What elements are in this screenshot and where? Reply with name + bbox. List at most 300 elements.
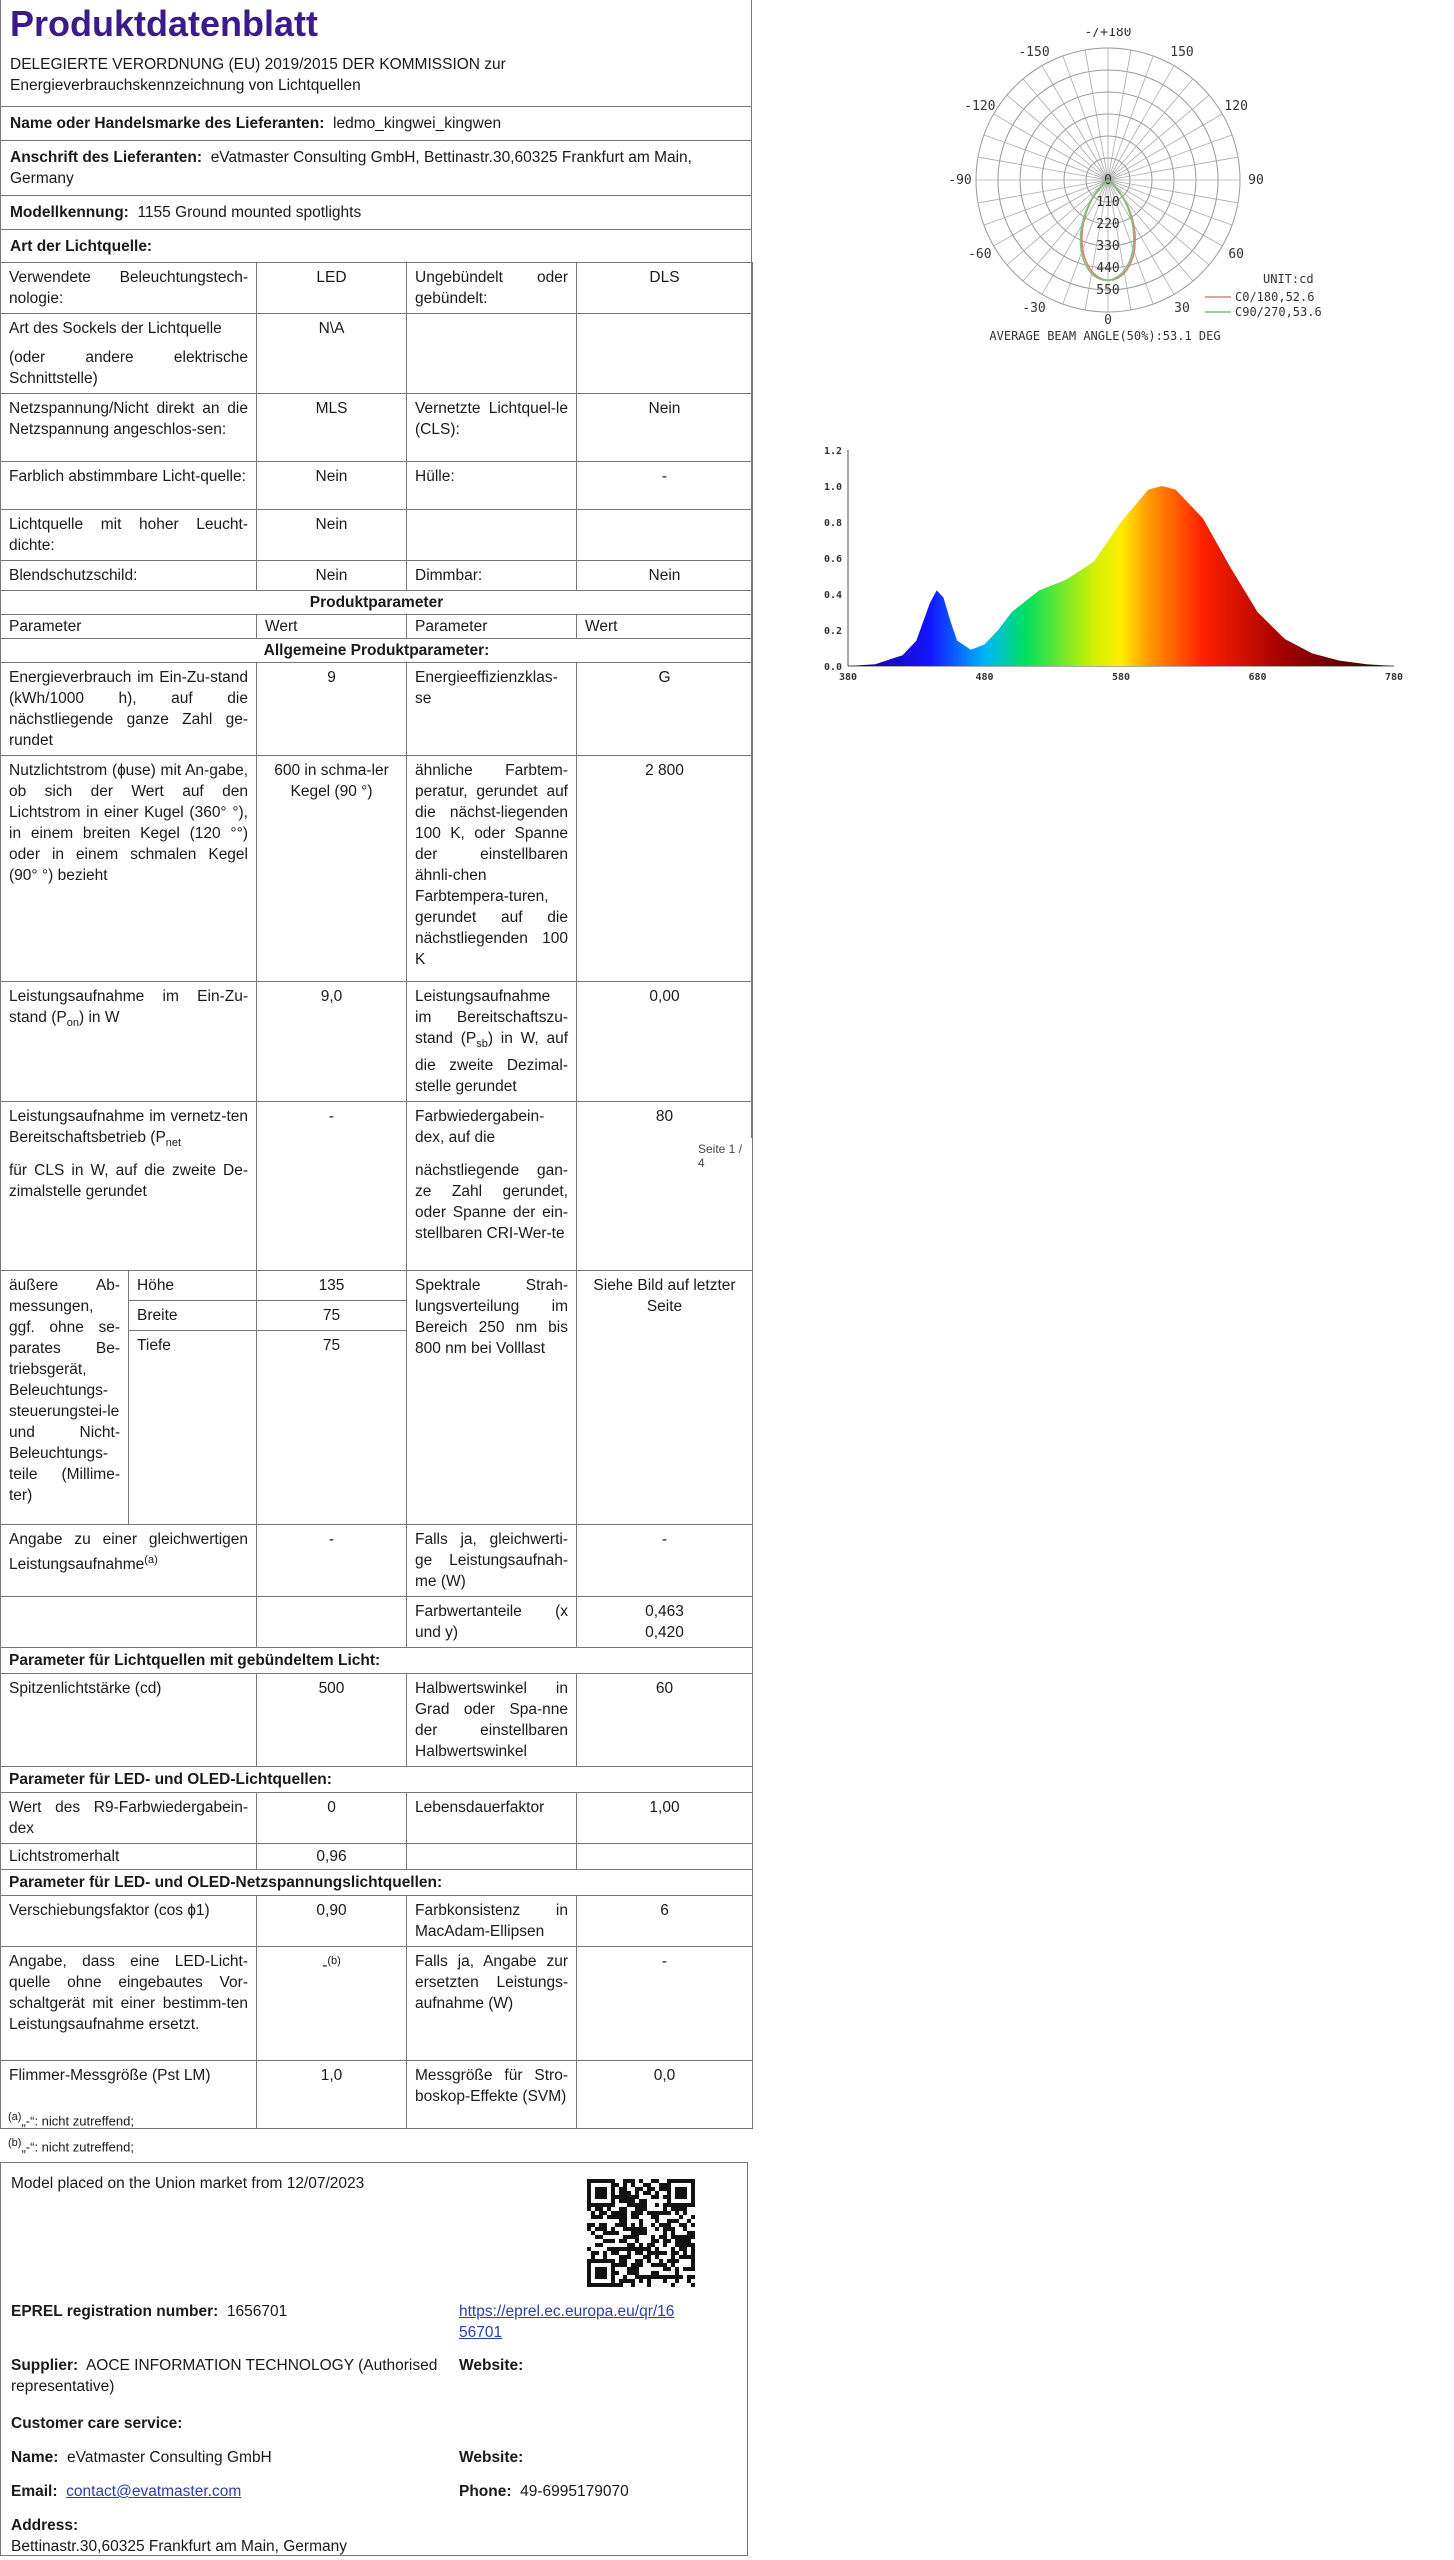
cell-label: Blendschutzschild: — [1, 561, 257, 591]
qr-module — [639, 2223, 643, 2227]
table-row — [1, 1792, 753, 1843]
height-value: 135 — [257, 1270, 407, 1300]
eprel-link-line2: 56701 — [459, 2324, 503, 2341]
care-name — [11, 2447, 272, 2468]
qr-module — [671, 2263, 675, 2267]
qr-module — [623, 2247, 627, 2251]
qr-module — [655, 2227, 659, 2231]
cell-value: 0,90 — [257, 1895, 407, 1946]
qr-module — [683, 2203, 687, 2207]
polar-angle-label: -150 — [1018, 44, 1050, 60]
qr-module — [639, 2279, 643, 2283]
qr-module — [611, 2191, 615, 2195]
qr-module — [643, 2231, 647, 2235]
qr-module — [679, 2187, 683, 2191]
qr-module — [667, 2191, 671, 2195]
qr-module — [643, 2255, 647, 2259]
cell-value: - — [577, 1524, 753, 1596]
qr-module — [675, 2251, 679, 2255]
qr-module — [663, 2183, 667, 2187]
qr-module — [603, 2195, 607, 2199]
qr-module — [683, 2195, 687, 2199]
qr-module — [651, 2215, 655, 2219]
cell-label: Dimmbar: — [407, 561, 577, 591]
qr-module — [591, 2259, 595, 2263]
table-row — [1, 1156, 753, 1270]
qr-module — [619, 2219, 623, 2223]
qr-module — [595, 2203, 599, 2207]
qr-module — [619, 2279, 623, 2283]
y-tick-label: 0.0 — [823, 662, 842, 673]
page-number: Seite 1 / 4 — [698, 1142, 743, 1170]
qr-module — [667, 2183, 671, 2187]
polar-radial-label: 330 — [1096, 239, 1120, 254]
qr-module — [671, 2231, 675, 2235]
qr-module — [595, 2179, 599, 2183]
supplier-name-label: Name oder Handelsmarke des Lieferanten: — [10, 115, 325, 132]
qr-module — [683, 2211, 687, 2215]
table-row — [1, 1524, 753, 1596]
qr-module — [631, 2227, 635, 2231]
qr-module — [635, 2187, 639, 2191]
cell-value: Nein — [577, 394, 753, 462]
qr-module — [679, 2215, 683, 2219]
cell-label — [407, 1843, 577, 1869]
qr-module — [623, 2211, 627, 2215]
care-email — [11, 2481, 241, 2502]
qr-module — [655, 2215, 659, 2219]
qr-module — [615, 2223, 619, 2227]
qr-module — [611, 2267, 615, 2271]
cell-value: LED — [257, 263, 407, 314]
qr-module — [687, 2179, 691, 2183]
y-tick-label: 0.2 — [823, 626, 842, 637]
cell-value: 0,00 — [577, 982, 753, 1102]
qr-module — [611, 2247, 615, 2251]
qr-module — [591, 2211, 595, 2215]
cell-label: Lichtstromerhalt — [1, 1843, 257, 1869]
qr-module — [667, 2227, 671, 2231]
spectral-value: Siehe Bild auf letzter Seite — [577, 1270, 753, 1524]
qr-module — [651, 2211, 655, 2215]
table-row — [1, 1895, 753, 1946]
supplier-name-value: ledmo_kingwei_kingwen — [333, 115, 502, 132]
subtitle-line-1: DELEGIERTE VERORDNUNG (EU) 2019/2015 DER KOMMISSION zur — [10, 56, 506, 73]
qr-module — [639, 2219, 643, 2223]
qr-module — [651, 2271, 655, 2275]
supplier-value: AOCE INFORMATION TECHNOLOGY (Authorised — [85, 2357, 438, 2374]
qr-module — [655, 2239, 659, 2243]
qr-module — [687, 2279, 691, 2283]
product-parameters-heading: Produktparameter — [1, 591, 753, 615]
cell-label: Halbwertswinkel in Grad oder Spa-nne der einstellbaren Halbwertswinkel — [407, 1673, 577, 1766]
qr-module — [587, 2187, 591, 2191]
eprel-reg — [11, 2301, 287, 2322]
model-value: 1155 Ground mounted spotlights — [137, 204, 362, 221]
qr-module — [607, 2215, 611, 2219]
cell-value: 0 — [257, 1792, 407, 1843]
qr-module — [655, 2275, 659, 2279]
depth-label: Tiefe — [129, 1330, 257, 1524]
qr-module — [631, 2195, 635, 2199]
qr-module — [667, 2275, 671, 2279]
qr-module — [635, 2259, 639, 2263]
qr-module — [647, 2183, 651, 2187]
qr-module — [635, 2227, 639, 2231]
cell-value — [577, 1843, 753, 1869]
qr-module — [603, 2267, 607, 2271]
qr-module — [639, 2199, 643, 2203]
width-value: 75 — [257, 1300, 407, 1330]
qr-module — [667, 2179, 671, 2183]
cell-value: Nein — [257, 462, 407, 510]
table-row — [1, 1647, 753, 1673]
qr-module — [667, 2267, 671, 2271]
qr-module — [691, 2179, 695, 2183]
polar-angle-label: 30 — [1174, 301, 1190, 317]
qr-module — [623, 2223, 627, 2227]
qr-module — [615, 2263, 619, 2267]
qr-module — [599, 2203, 603, 2207]
qr-module — [675, 2239, 679, 2243]
column-header: Wert — [577, 615, 753, 639]
qr-module — [611, 2263, 615, 2267]
cell-value — [577, 1156, 753, 1270]
qr-module — [687, 2219, 691, 2223]
y-tick-label: 0.6 — [823, 554, 842, 565]
qr-module — [667, 2239, 671, 2243]
qr-module — [671, 2179, 675, 2183]
qr-module — [595, 2271, 599, 2275]
qr-module — [639, 2247, 643, 2251]
qr-module — [639, 2203, 643, 2207]
qr-module — [619, 2263, 623, 2267]
qr-module — [623, 2207, 627, 2211]
qr-module — [623, 2219, 627, 2223]
qr-module — [671, 2283, 675, 2287]
footnote-ref: (b) — [327, 1954, 341, 1967]
qr-module — [619, 2283, 623, 2287]
column-header: Parameter — [1, 615, 257, 639]
qr-module — [631, 2247, 635, 2251]
cell-value — [257, 1946, 407, 2060]
qr-module — [671, 2251, 675, 2255]
qr-module — [587, 2279, 591, 2283]
pnet-sub: net — [165, 1137, 182, 1150]
care-name-value: eVatmaster Consulting GmbH — [67, 2449, 272, 2466]
qr-module — [595, 2275, 599, 2279]
qr-module — [659, 2235, 663, 2239]
qr-module — [663, 2243, 667, 2247]
qr-module — [635, 2275, 639, 2279]
pon-label-end: ) in W — [78, 1009, 120, 1026]
qr-module — [691, 2275, 695, 2279]
qr-module — [675, 2207, 679, 2211]
qr-module — [599, 2179, 603, 2183]
cell-value: 80 — [577, 1102, 753, 1159]
qr-module — [599, 2259, 603, 2263]
qr-module — [639, 2207, 643, 2211]
polar-angle-label: 120 — [1224, 99, 1248, 114]
qr-module — [671, 2259, 675, 2263]
qr-module — [615, 2283, 619, 2287]
qr-module — [607, 2239, 611, 2243]
qr-module — [679, 2191, 683, 2195]
qr-module — [611, 2203, 615, 2207]
cell-value: MLS — [257, 394, 407, 462]
qr-module — [619, 2191, 623, 2195]
qr-module — [683, 2251, 687, 2255]
qr-module — [655, 2211, 659, 2215]
qr-module — [647, 2255, 651, 2259]
polar-angle-label: 60 — [1228, 247, 1244, 262]
qr-module — [655, 2179, 659, 2183]
qr-code[interactable] — [587, 2179, 695, 2287]
qr-module — [591, 2251, 595, 2255]
qr-module — [671, 2219, 675, 2223]
qr-module — [631, 2183, 635, 2187]
qr-module — [691, 2215, 695, 2219]
qr-module — [619, 2211, 623, 2215]
qr-module — [663, 2227, 667, 2231]
qr-module — [591, 2223, 595, 2227]
socket-label-extra: (oder andere elektrische Schnittstelle) — [9, 349, 248, 387]
qr-module — [691, 2195, 695, 2199]
qr-module — [683, 2267, 687, 2271]
qr-module — [627, 2247, 631, 2251]
qr-module — [687, 2255, 691, 2259]
qr-module — [627, 2243, 631, 2247]
qr-module — [647, 2247, 651, 2251]
qr-module — [615, 2231, 619, 2235]
cell-value: 0,96 — [257, 1843, 407, 1869]
qr-module — [643, 2203, 647, 2207]
qr-module — [643, 2183, 647, 2187]
qr-module — [651, 2195, 655, 2199]
qr-module — [611, 2259, 615, 2263]
qr-module — [615, 2247, 619, 2251]
qr-module — [611, 2179, 615, 2183]
psb-label: Leistungsaufnahme im Bereitschaftszu-stand (P — [415, 988, 568, 1047]
market-date: Model placed on the Union market from 12/07/2023 — [11, 2175, 365, 2192]
qr-module — [687, 2275, 691, 2279]
qr-module — [611, 2275, 615, 2279]
qr-module — [647, 2191, 651, 2195]
cell-label: Verwendete Beleuchtungstech-nologie: — [1, 263, 257, 314]
cell-label — [1, 1596, 257, 1647]
qr-module — [659, 2211, 663, 2215]
polar-angle-label: 150 — [1170, 44, 1194, 60]
qr-module — [647, 2283, 651, 2287]
qr-module — [647, 2187, 651, 2191]
qr-module — [599, 2283, 603, 2287]
qr-module — [651, 2235, 655, 2239]
qr-module — [587, 2195, 591, 2199]
qr-module — [631, 2267, 635, 2271]
qr-module — [635, 2191, 639, 2195]
pon-label: Leistungsaufnahme im Ein-Zu-stand (P — [9, 988, 248, 1026]
qr-module — [587, 2259, 591, 2263]
qr-module — [587, 2283, 591, 2287]
qr-module — [603, 2231, 607, 2235]
qr-module — [627, 2195, 631, 2199]
cell-label: Energieeffizienzklas-se — [407, 663, 577, 756]
qr-module — [647, 2211, 651, 2215]
qr-module — [599, 2267, 603, 2271]
qr-module — [643, 2227, 647, 2231]
qr-module — [611, 2187, 615, 2191]
qr-module — [679, 2223, 683, 2227]
retro-value: - — [322, 1956, 328, 1974]
qr-module — [651, 2263, 655, 2267]
qr-module — [639, 2259, 643, 2263]
qr-module — [687, 2243, 691, 2247]
qr-module — [663, 2211, 667, 2215]
height-label: Höhe — [129, 1270, 257, 1300]
qr-module — [627, 2191, 631, 2195]
supplier-label: Supplier: — [11, 2357, 79, 2374]
qr-module — [659, 2187, 663, 2191]
phone-label: Phone: — [459, 2483, 512, 2500]
qr-module — [603, 2191, 607, 2195]
qr-module — [627, 2251, 631, 2255]
qr-module — [599, 2187, 603, 2191]
qr-module — [671, 2227, 675, 2231]
qr-module — [675, 2211, 679, 2215]
depth-value: 75 — [257, 1330, 407, 1524]
qr-module — [659, 2259, 663, 2263]
cell-value: 600 in schma-ler Kegel (90 °) — [257, 756, 407, 982]
dimensions-label: äußere Ab-messungen, ggf. ohne se-parates Be-triebsgerät, Beleuchtungs-steuerungstei-le und Nicht-Beleuchtungs-teile (Millime-ter) — [1, 1270, 129, 1524]
qr-module — [595, 2187, 599, 2191]
qr-module — [663, 2251, 667, 2255]
qr-module — [627, 2227, 631, 2231]
qr-module — [627, 2279, 631, 2283]
qr-module — [687, 2239, 691, 2243]
x-tick-label: 580 — [1111, 672, 1131, 683]
cell-value — [577, 1596, 753, 1647]
cell-value — [257, 1596, 407, 1647]
qr-module — [679, 2275, 683, 2279]
email-link[interactable]: contact@evatmaster.com — [66, 2483, 242, 2500]
qr-module — [623, 2183, 627, 2187]
qr-module — [691, 2247, 695, 2251]
qr-module — [631, 2271, 635, 2275]
qr-module — [611, 2183, 615, 2187]
qr-module — [651, 2251, 655, 2255]
mains-heading: Parameter für LED- und OLED-Netzspannungslichtquellen: — [1, 1869, 753, 1895]
qr-module — [659, 2183, 663, 2187]
cell-value: G — [577, 663, 753, 756]
table-row — [1, 1869, 753, 1895]
qr-module — [595, 2227, 599, 2231]
cell-label: Angabe, dass eine LED-Licht-quelle ohne eingebautes Vor-schaltgerät mit einer bestimm-ten Leistungsaufnahme ersetzt. — [1, 1946, 257, 2060]
qr-module — [591, 2179, 595, 2183]
qr-module — [623, 2215, 627, 2219]
supplier-value-line2: representative) — [11, 2378, 115, 2395]
qr-module — [587, 2191, 591, 2195]
qr-module — [663, 2275, 667, 2279]
chromaticity-x: 0,463 — [645, 1602, 684, 1620]
qr-module — [631, 2211, 635, 2215]
qr-module — [651, 2275, 655, 2279]
qr-module — [599, 2271, 603, 2275]
qr-module — [619, 2223, 623, 2227]
qr-module — [667, 2223, 671, 2227]
page1-frame — [0, 0, 752, 1138]
qr-module — [611, 2283, 615, 2287]
footnote-a-text: „-“: nicht zutreffend; — [21, 2113, 134, 2129]
cell-value: Nein — [257, 510, 407, 561]
qr-module — [679, 2255, 683, 2259]
qr-module — [595, 2283, 599, 2287]
qr-module — [663, 2195, 667, 2199]
qr-module — [611, 2271, 615, 2275]
qr-module — [631, 2235, 635, 2239]
qr-module — [675, 2259, 679, 2263]
socket-label: Art des Sockels der Lichtquelle — [9, 320, 222, 337]
qr-module — [619, 2239, 623, 2243]
qr-module — [623, 2199, 627, 2203]
qr-module — [623, 2227, 627, 2231]
cell-label: für CLS in W, auf die zweite De-zimalstelle gerundet — [1, 1156, 257, 1270]
qr-module — [603, 2271, 607, 2275]
cell-value: 2 800 — [577, 756, 753, 982]
qr-module — [599, 2215, 603, 2219]
qr-module — [691, 2255, 695, 2259]
qr-module — [627, 2199, 631, 2203]
qr-module — [627, 2271, 631, 2275]
qr-module — [619, 2195, 623, 2199]
light-source-heading: Art der Lichtquelle: — [0, 229, 752, 262]
cell-label: Lichtquelle mit hoher Leucht-dichte: — [1, 510, 257, 561]
qr-module — [603, 2203, 607, 2207]
qr-module — [603, 2275, 607, 2279]
x-tick-label: 480 — [975, 672, 994, 683]
cell-label: Farblich abstimmbare Licht-quelle: — [1, 462, 257, 510]
qr-module — [691, 2283, 695, 2287]
y-tick-label: 1.0 — [823, 482, 842, 493]
qr-module — [683, 2207, 687, 2211]
qr-module — [611, 2279, 615, 2283]
qr-module — [639, 2251, 643, 2255]
pon-sub: on — [66, 1017, 79, 1030]
cell-label: Falls ja, Angabe zur ersetzten Leistungs-aufnahme (W) — [407, 1946, 577, 2060]
qr-module — [635, 2207, 639, 2211]
qr-module — [691, 2187, 695, 2191]
cell-value: 1,00 — [577, 1792, 753, 1843]
cell-label: Farbkonsistenz in MacAdam-Ellipsen — [407, 1895, 577, 1946]
qr-module — [587, 2263, 591, 2267]
qr-module — [691, 2203, 695, 2207]
qr-module — [635, 2231, 639, 2235]
qr-module — [683, 2239, 687, 2243]
qr-module — [655, 2191, 659, 2195]
cell-label: Spitzenlichtstärke (cd) — [1, 1673, 257, 1766]
qr-module — [635, 2267, 639, 2271]
qr-module — [659, 2263, 663, 2267]
qr-module — [591, 2283, 595, 2287]
table-row — [1, 1673, 753, 1766]
qr-module — [643, 2275, 647, 2279]
qr-module — [599, 2235, 603, 2239]
chromaticity-y: 0,420 — [645, 1623, 684, 1641]
qr-module — [655, 2271, 659, 2275]
qr-module — [603, 2239, 607, 2243]
qr-module — [667, 2187, 671, 2191]
eprel-link[interactable] — [459, 2301, 674, 2343]
qr-module — [691, 2223, 695, 2227]
